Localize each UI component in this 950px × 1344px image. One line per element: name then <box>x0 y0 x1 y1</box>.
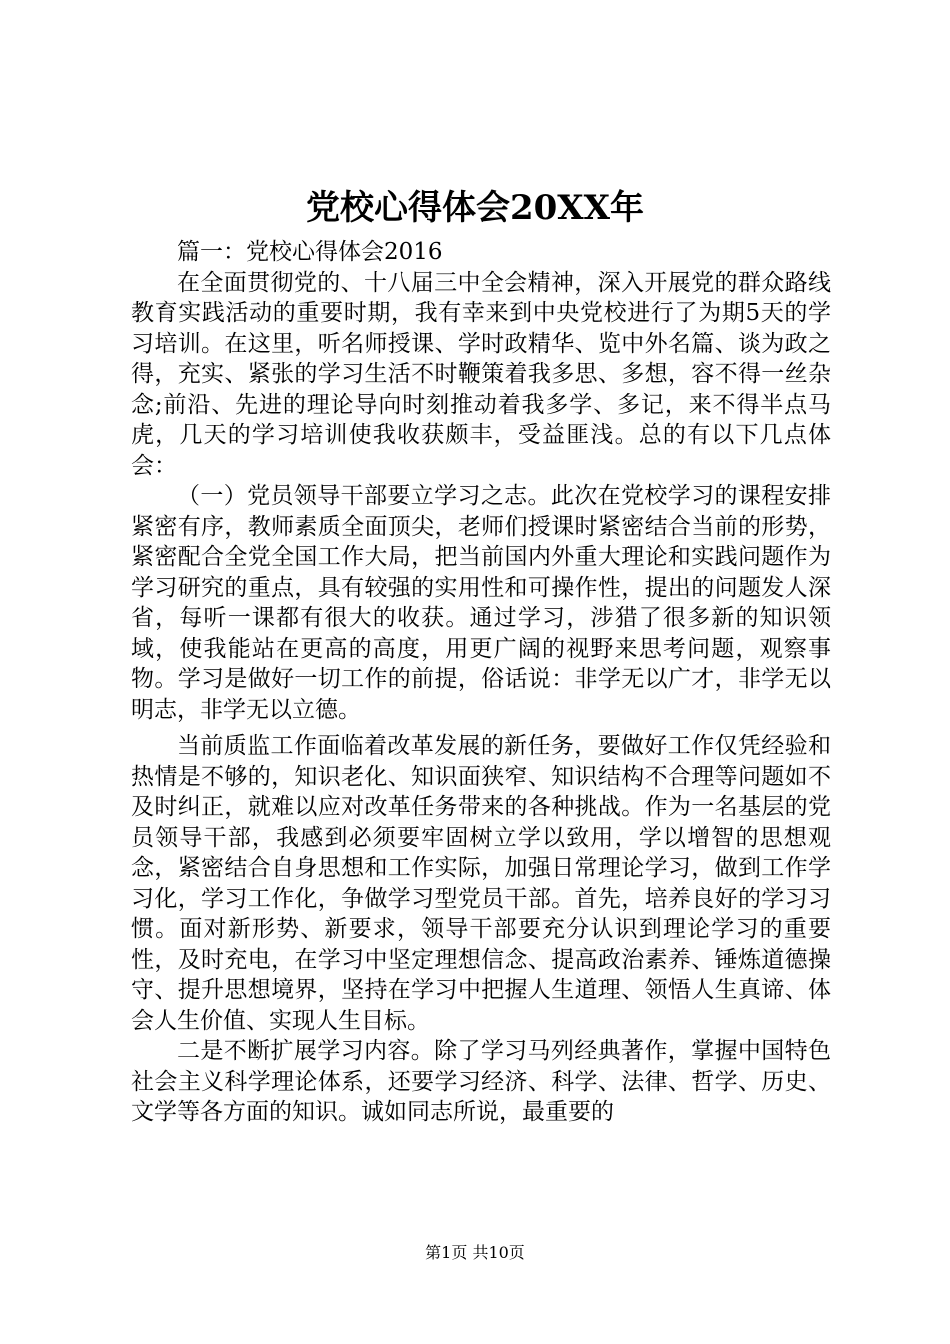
page-number-footer: 第1页 共10页 <box>425 1243 525 1262</box>
section-heading: 篇一：党校心得体会2016 <box>177 239 443 265</box>
document-body <box>131 237 831 1128</box>
paragraph: 二是不断扩展学习内容。除了学习马列经典著作，掌握中国特色社会主义科学理论体系，还要学习经济、科学、法律、哲学、历史、文学等各方面的知识。诚如同志所说，最重要的 <box>131 1038 831 1125</box>
paragraph: （一）党员领导干部要立学习之志。此次在党校学习的课程安排紧密有序，教师素质全面顶尖，老师们授课时紧密结合当前的形势，紧密配合全党全国工作大局，把当前国内外重大理论和实践问题作为学习研究的重点，具有较强的实用性和可操作性，提出的问题发人深省，每听一课都有很大的收获。通过学习，涉猎了很多新的知识领域，使我能站在更高的高度，用更广阔的视野来思考问题，观察事物。学习是做好一切工作的前提，俗话说：非学无以广才，非学无以明志，非学无以立德。 <box>131 483 831 723</box>
paragraph: 当前质监工作面临着改革发展的新任务，要做好工作仅凭经验和热情是不够的，知识老化、知识面狭窄、知识结构不合理等问题如不及时纠正，就难以应对改革任务带来的各种挑战。作为一名基层的党员领导干部，我感到必须要牢固树立学以致用，学以增智的思想观念，紧密结合自身思想和工作实际，加强日常理论学习，做到工作学习化，学习工作化，争做学习型党员干部。首先，培养良好的学习习惯。面对新形势、新要求，领导干部要充分认识到理论学习的重要性，及时充电，在学习中坚定理想信念、提高政治素养、锤炼道德操守、提升思想境界，坚持在学习中把握人生道理、领悟人生真谛、体会人生价值、实现人生目标。 <box>131 733 831 1034</box>
paragraph: 在全面贯彻党的、十八届三中全会精神，深入开展党的群众路线教育实践活动的重要时期，我有幸来到中央党校进行了为期5天的学习培训。在这里，听名师授课、学时政精华、览中外名篇、谈为政之得，充实、紧张的学习生活不时鞭策着我多思、多想，容不得一丝杂念;前沿、先进的理论导向时刻推动着我多学、多记，来不得半点马虎，几天的学习培训使我收获颇丰，受益匪浅。总的有以下几点体会： <box>131 269 831 479</box>
page-title: 党校心得体会20XX年 <box>305 188 645 228</box>
